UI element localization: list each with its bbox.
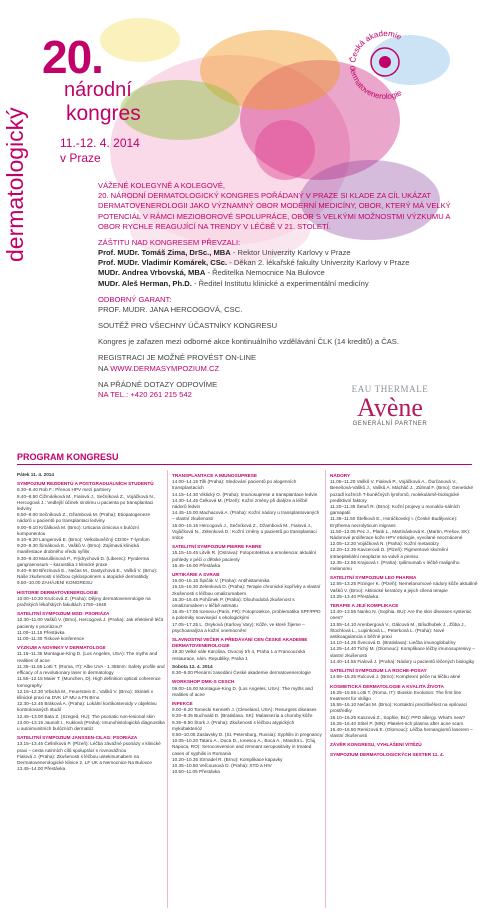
program-item: 14.45–15.00 Machacová A. (Praha): Kožní nádory u transplantovaných – vlastní zkušenosti	[172, 510, 320, 522]
program-item: 8.30–8.40 Rob F.: Přenos HPV mezi partnery	[17, 487, 111, 493]
academy-logo	[330, 14, 440, 104]
program-item: 11.35–11.50 Štefková E., Horáčkovský I. (České Budějovice): Erythema necrolyticum migrans	[330, 516, 458, 528]
patron-name: Prof. MUDr. Vladimír Komárek, CSc.	[98, 258, 228, 268]
website-line	[98, 364, 468, 374]
program-item: 10.20–10.35 Strnadel R. (Brno): Komplikace kapavky	[172, 756, 283, 762]
program-column-1	[17, 470, 165, 772]
program-item: 16.40–16.50 Remizová E. (Olomouc): Léčba hemangiomů laserem – vlastní zkušenosti	[330, 726, 473, 739]
program-item: 17.05–17.25 L. Osyková (Karlovy Vary): Kůže, ve které žijeme – psychoanalýza a kožní onemocnění	[172, 621, 305, 633]
program-item: 8.30–9.00 Plenární zasedání České akademie dermatovenerologie	[172, 670, 311, 676]
phone-number: +420 261 215 542	[130, 389, 192, 399]
program-item: 14.00–14.15 Tilli (Praha): Sledování pacientů po alogenních transplantacích	[172, 479, 297, 491]
patron-role: - Ředitel Institutu klinické a experimentální medicíny	[191, 278, 369, 288]
program-section-heading: SATELITNÍ SYMPOZIUM MSD: PSORIÁZA	[17, 611, 110, 617]
program-item: 16.00–16.15 Špičák V. (Praha): Antihistaminika	[172, 578, 270, 584]
program-section-heading: SATELITNÍ SYMPOZIUM PIERRE FABRE	[172, 544, 262, 550]
program-item: 16.30–16.45 Pohčinek P. (Praha): Dlouhodobá zkušenost s omalizumabem v léčbě astmatu	[172, 596, 295, 609]
program-section-heading: SATELITNÍ SYMPOZIUM LEO PHARMA	[330, 575, 417, 581]
program-item: 12.15–12.30 Vrbická M., Feuerstein E., Vašků V. (Brno): Skinteli v klinické praxi na DVK LF MU a FN Brno	[17, 688, 154, 700]
program-divider	[17, 464, 472, 465]
program-item: 11.05–11.20 Vašků V. Fialová P., Vojáčková A., Ďurčanová V., Benešová-Vašků J., Vašků A. Mácháč J., Zúlmal F. (Brno): Genetické pozadí kožních T-buněčných lymfomů, molekulárně-biologické prediktivní faktory	[330, 479, 474, 503]
program-section-heading: INFEKCE	[172, 700, 193, 706]
program-item: 9.00–9.20 Tomecki Kenneth J. (Cleveland, USA): Resurgent diseases	[172, 707, 317, 713]
program-section-heading: URTIKÁRIE A SVRAB	[172, 572, 220, 578]
program-item: 10.50–11.05 Přestávka	[172, 769, 220, 775]
program-item: 9.30–9.40 Maruškinová P., Frýdrychová D. (Liberec): Pyoderma gangraenosum – kazuistika z klinické praxe	[17, 555, 150, 567]
partner-brand: Avène	[357, 393, 423, 422]
program-item: Vašků V. (Brno): Aktinické keratózy a jejich cílená terapie	[330, 587, 448, 593]
program-section-heading: SATELITNÍ SYMPOZIUM JANSSEN-CILAG: PSORIÁZA	[17, 735, 138, 741]
title-vertical: dermatologický	[2, 107, 28, 262]
logo-text-top: Česká akademie	[348, 28, 403, 64]
program-item: 13.15–13.45 Čellníková P. (Plzeň): Léčba závažné psoriázy v klinické praxi – cesta rutinních cílů spoluprácí s rovnovážnou	[17, 741, 161, 753]
registration-block	[98, 353, 468, 373]
program-item: 14.15–14.30 Viklický O. (Praha): Imunosuprese a transplantace ledvin	[172, 491, 318, 497]
program-item: 16.10–16.25 Kaszová Z., Sophie, BU): PPD allergy. What's new?	[330, 714, 465, 720]
program-item: 8.40–8.50 Čižmáriková M., Fialová J., Sečníková Z., Vojáčková N., Hercogová J.: Vedlejší účinek sirolimu u pacienta po transplantaci ledviny	[17, 493, 156, 512]
dates-text: 11.-12. 4. 2014	[60, 136, 140, 150]
patron-line	[98, 279, 468, 289]
program-item: 09.00–15.00 Montague-King D. (Los Angeles, USA): The myths and realities of acne	[172, 685, 313, 697]
program-item: 10.00–10.30 Kruťcová Z. (Praha): Dějiny dermatovenerologie na pražských lékařských fakultách 1750–1945	[17, 595, 151, 608]
patron-line	[98, 248, 468, 258]
program-item: 16.25–16.40 Stítel P. (MN): Platelet-rich plasma after acne scars	[330, 720, 464, 726]
program-item: 9.10–9.20 Langerová E. (Brno): Velkobuněčný CD30+ T-lymfom	[17, 537, 150, 543]
program-item: 16.15–16.30 Zelenková D. (Praha): Terapie chronické kopřivky a vlastní zkušenosti s léčbou omalizumabem	[172, 584, 321, 596]
program-item: 9.50–10.05 Zaslavsky D. (St. Petersburg, Russia): Syphilis in pregnancy	[172, 731, 322, 737]
program-item: 14.10–14.25 Švecová D. (Bratislava): Liečba imunoglobulíny	[330, 640, 456, 646]
patronage-title: ZÁŠTITU NAD KONGRESEM PŘEVZALI:	[98, 237, 241, 247]
partner-label: GENERÁLNÍ PARTNER	[352, 421, 428, 428]
program-item: 9.00–9.10 Krčálková M. (Brno): Urticaria cimicina s bulózní komponentou	[17, 524, 139, 536]
congress-dates	[60, 136, 140, 166]
program-item: 12.35–12.55 Krajsová I. (Praha): Ipilimumab v léčbě maligního melanomu	[330, 559, 460, 572]
logo-center	[379, 56, 391, 68]
logo-text-bottom: dermatovenerologie	[347, 65, 404, 102]
program-item: 11.00–11.15 Přestávka	[17, 629, 65, 635]
program-column-3	[330, 470, 478, 758]
program-item: Fialová J. (Praha): Zkušenosti s léčbou ustekinumabem na Dermatovenerologické klinice 2. LF UK a Nemocnice Na Bulovce	[17, 753, 152, 765]
program-item: 13.55–14.10 Arenbergová V., Gálcová M., Bílodhubek J., Žůba J., Štochlová L., Lupinková L., Peterková L. (Praha): Nové antikoagulancia v běžné praxi	[330, 621, 467, 640]
program-item: 11.15–11.35 Montague-King D. (Los Angeles, USA): The myths and realities of acne	[17, 651, 158, 663]
cme-text: Kongres je zařazen mezi odborné akce kontinuálního vzdělávání ČLK (14 kreditů) a ČAS.	[98, 337, 399, 347]
program-section-heading: TERAPIE A JEJÍ KOMPLIKACE	[330, 603, 399, 609]
program-item: 14.30–14.45 Čelková M. (Plzeň): Kožní změny při dialýze a léčbě nádorů ledvin	[172, 497, 308, 510]
program-item: 15.15–15.45 Litvík R. (Ostrava): Fotoprotektiva a emoliencia: aktuální pohledy v péči o dětské pacienty	[172, 550, 317, 562]
program-item: 15.25–15.55 Lotti T. (Roma, IT): Bioskin Evolution: The first line treatment for vitiligo	[330, 689, 462, 701]
program-item: 13.00–13.15 Jaunolt I., Kuklová (Praha): Imunohistologická diagnostika u autoimunitních bulózních dermatóz	[17, 719, 165, 731]
patronage-block	[98, 238, 468, 289]
program-item: 12.20–12.35 Kavcerová D. (Plzeň): Pigmentové skvrnění intraepiteliální neoplazie na vulvě a penisu	[330, 547, 449, 559]
program-item: 12.05–12.20 Vojáčková N. (Praha): Kožní metastázy	[330, 541, 439, 547]
program-section-heading: NÁDORY	[330, 473, 351, 478]
website-link[interactable]: WWW.DERMASYMPOZIUM.CZ	[110, 363, 220, 373]
program-item: 9.20–9.35 Buchvald D. (Bratislava, SK): Malassezia a choroby kůže	[172, 713, 313, 719]
contest-text: SOUTĚŽ PRO VŠECHNY ÚČASTNÍKY KONGRESU	[98, 321, 278, 331]
intro-paragraph: 20. NÁRODNÍ DERMATOLOGICKÝ KONGRES POŘÁDANÝ V PRAZE SI KLADE ZA CÍL UKÁZAT DERMATOVENEROLOGII JAKO VÝZNAMNÝ OBOR MODERNÍ MEDICÍNY, OBOR, KTERÝ MÁ VELKÝ POTENCIÁL V RÁMCI MEZIOBOROVÉ SPOLUPRÁCE, OBOR S VELKÝMI MOŽNOSTMI VÝZKUMU A OBOR RYCHLE REAGUJÍCÍ NA TRENDY V LÉČBĚ V 21. STOLETÍ.	[98, 191, 451, 231]
city-text: v Praze	[60, 151, 101, 165]
program-section-heading: SATELITNÍ SYMPOZIUM LA ROCHE-POSAY	[330, 668, 427, 674]
program-item: 11.50–12.05 Pec J., Plank L., Martinásková K. (Martin, Prešov, SK): Nádorové proliferace kože HPV etiologie, vyvolané neoznácené	[330, 528, 471, 541]
program-item: 15.00–15.15 Hercogová J., Sečníková Z., Džambová M., Fialová J., Vojáčková N., Zelenková D.: Kožní změny u pacientů po transplantaci srdce	[172, 522, 317, 541]
program-title: PROGRAM KONGRESU	[17, 452, 119, 462]
program-item: 13.45–14.00 Přestávka	[17, 766, 66, 772]
patron-role: - Ředitelka Nemocnice Na Bulovce	[205, 268, 325, 278]
program-item: 11.55–12.15 Maier T. (Munchen, D): High definition optical coherence tomography	[17, 676, 161, 688]
patron-line	[98, 258, 468, 268]
program-item: 14.40–14.55 Fialová J. (Praha): Nádory u pacientů léčených biologiky	[330, 658, 475, 664]
program-item: 13.25–13.40 Přestávka	[330, 593, 379, 599]
title-line-2: kongres	[66, 102, 141, 125]
patron-role: - Rektor Univerzity Karlovy v Praze	[230, 248, 351, 258]
program-item: 14.55–15.25 Rulcová J. (Brno): Komplexní péče na léčbu akné	[330, 674, 461, 680]
program-item: 12.30–12.45 Bráková A. (Praha): Lokální kortikosteroidy v objektivu kontrolovaných studií	[17, 701, 157, 713]
program-section-heading: SLAVNOSTNÍ VEČER A PŘEDÁVÁNÍ CEN ČESKÉ AKADEMIE DERMATOVENEROLOGIE	[172, 637, 308, 649]
program-item: 15.55–16.10 Nečas M. (Brno): Kontaktní precitlivělost na epilovací prostředky	[330, 702, 468, 714]
program-section-heading: VÝZKUM A NOVINKY V DERMATOLOGII	[17, 645, 106, 651]
program-item: 8.50–9.00 Sečníková Z., Džambová M. (Praha): Etiopatogeneze nádorů u pacientů po transplantaci ledviny	[17, 512, 151, 524]
program-item: 9.35–9.50 Štork J. (Praha): Zkušenosti s léčbou atypických mykobakterióz	[172, 719, 295, 731]
guarantor-block	[98, 295, 468, 315]
program-item: 11.35–11.55 Lotti T. (Roma, IT): Albe UVA - 1.355nm: Safety profile and efficacy of a revolutionary laser in dermatology	[17, 663, 165, 676]
phone-prefix: NA TEL.:	[98, 389, 131, 399]
patron-name: MUDr. Andrea Vrbovská, MBA	[98, 268, 206, 278]
program-item: 9.20–9.30 Šimáková E., Vašků V. (Brno): Zajímavá klinická manifestace drobného vředu syfilis	[17, 543, 139, 555]
website-prefix: NA	[98, 363, 111, 373]
program-item: 10.05–10.20 Tataru A., Duca D., Ionescu A., Boca A., Mandra L. (Cluj Napoca, RO): Seroconversion and remnant seropositivity in treated cases of syphilis in Romania	[172, 738, 316, 756]
program-section-heading: HISTORIE DERMATOVENEROLOGIE	[17, 589, 98, 595]
program-item: 12.45–13.00 Bata Z. (Szeged, HU): The psoriatic non-lesional skin	[17, 713, 155, 719]
program-day-heading: Sobota 12. 4. 2014	[172, 663, 213, 669]
program-item: 14.25–14.40 Tichý M. (Olomouc): Komplikace léčby imunosupresivy – vlastní zkušenosti	[330, 646, 475, 658]
registration-text: REGISTRACI JE MOŽNÉ PROVÉST ON-LINE	[98, 353, 257, 363]
guarantor-name: PROF. MUDR. JANA HERCOGOVÁ, CSC.	[98, 304, 243, 314]
program-item: 15.45–16.00 Přestávka	[172, 562, 221, 568]
program-item: 9.40–9.50 Březinová E., Nečas M., Dastychová E., Vašků V. (Brno): Naše zkušenosti s léčbou cyklosporinem u atopické dermatitidy	[17, 568, 158, 580]
program-item: 11.00–11.30 Tiskové konference	[17, 636, 85, 642]
program-item: 13.40–13.55 Nanko N. (Sophia, BU): Are the skin diseases systemic ones?	[330, 609, 472, 621]
partner-eau: EAU THERMALE	[351, 384, 429, 394]
program-section-heading: WORKSHOP DMK-S CESCH	[172, 679, 235, 685]
program-item: 9.50–10.00 ZAHÁJENÍ KONGRESU	[17, 580, 93, 586]
patron-name: MUDr. Aleš Herman, Ph.D.	[98, 278, 192, 288]
intro-section	[98, 181, 468, 406]
program-column-2	[172, 470, 322, 775]
congress-number: 20.	[42, 31, 103, 83]
program-item: 11.20–11.35 Šetuň R. (Brno): Kožní projevy u monoklo-nálních gamapatií	[330, 504, 460, 516]
program-section-heading: ZÁVĚR KONGRESU, VYHLÁŠENÍ VÍTĚZŮ	[330, 742, 422, 748]
program-item: 12.55–13.25 Pizinger K. (Plzeň): Nemelanomové nádory kůže aktuálně	[330, 581, 478, 587]
greeting: VÁŽENÉ KOLEGYNĚ A KOLEGOVÉ,	[98, 181, 226, 190]
title-line-1: národní	[64, 79, 132, 101]
request-text: NA PŘÁDNÉ DOTAZY ODPOVÍME	[98, 379, 218, 389]
partner-logo	[330, 384, 450, 427]
program-item: 10.30–11.00 Vašků V. (Brno), Hercogová J. (Praha): Jak efektivně léčit pacienty s psoriázou?	[17, 617, 164, 629]
program-section-heading: SYMPOZIUM DERMATOLOGICKÝCH SESTER 11. 4.	[330, 751, 444, 757]
program-item: 16.45–17.05 Icenecu (Paris, FR): Fotoprotekce, problematika SPF/PPD a polemiky souvisejicí s ekologickými	[172, 609, 321, 621]
patron-name: Prof. MUDr. Tomáš Zima, DrSc., MBA	[98, 248, 231, 258]
program-day-heading: Pátek 11. 4. 2014	[17, 472, 55, 477]
patron-line	[98, 268, 468, 278]
program-section-heading: SYMPOZIUM REZIDENTŮ A POSTGRADUÁLNÍCH STUDENTŮ	[17, 481, 154, 487]
guarantor-title: ODBORNÝ GARANT:	[98, 294, 172, 304]
intro-welcome	[98, 181, 468, 232]
program-item: 19.30 Velké sále Karolina, Ovocný trh 4, Praha 1 a Francouzská restaurace, nám. Republiky, Praha 1	[172, 649, 306, 661]
patron-role: - Děkan 2. lékařské fakulty Univerzity Karlovy v Praze	[227, 258, 410, 268]
column-divider	[167, 470, 168, 908]
program-section-heading: TRANSPLANTACE A IMUNOSUPRESE	[172, 473, 257, 478]
program-section-heading: KOSMETICKÁ DERMATOLOGIE A KVALITA ŽIVOTA	[330, 683, 444, 689]
column-divider	[325, 470, 326, 908]
program-item: 10.35–10.50 Veřcousová D. (Praha): STD a HIV	[172, 762, 272, 768]
